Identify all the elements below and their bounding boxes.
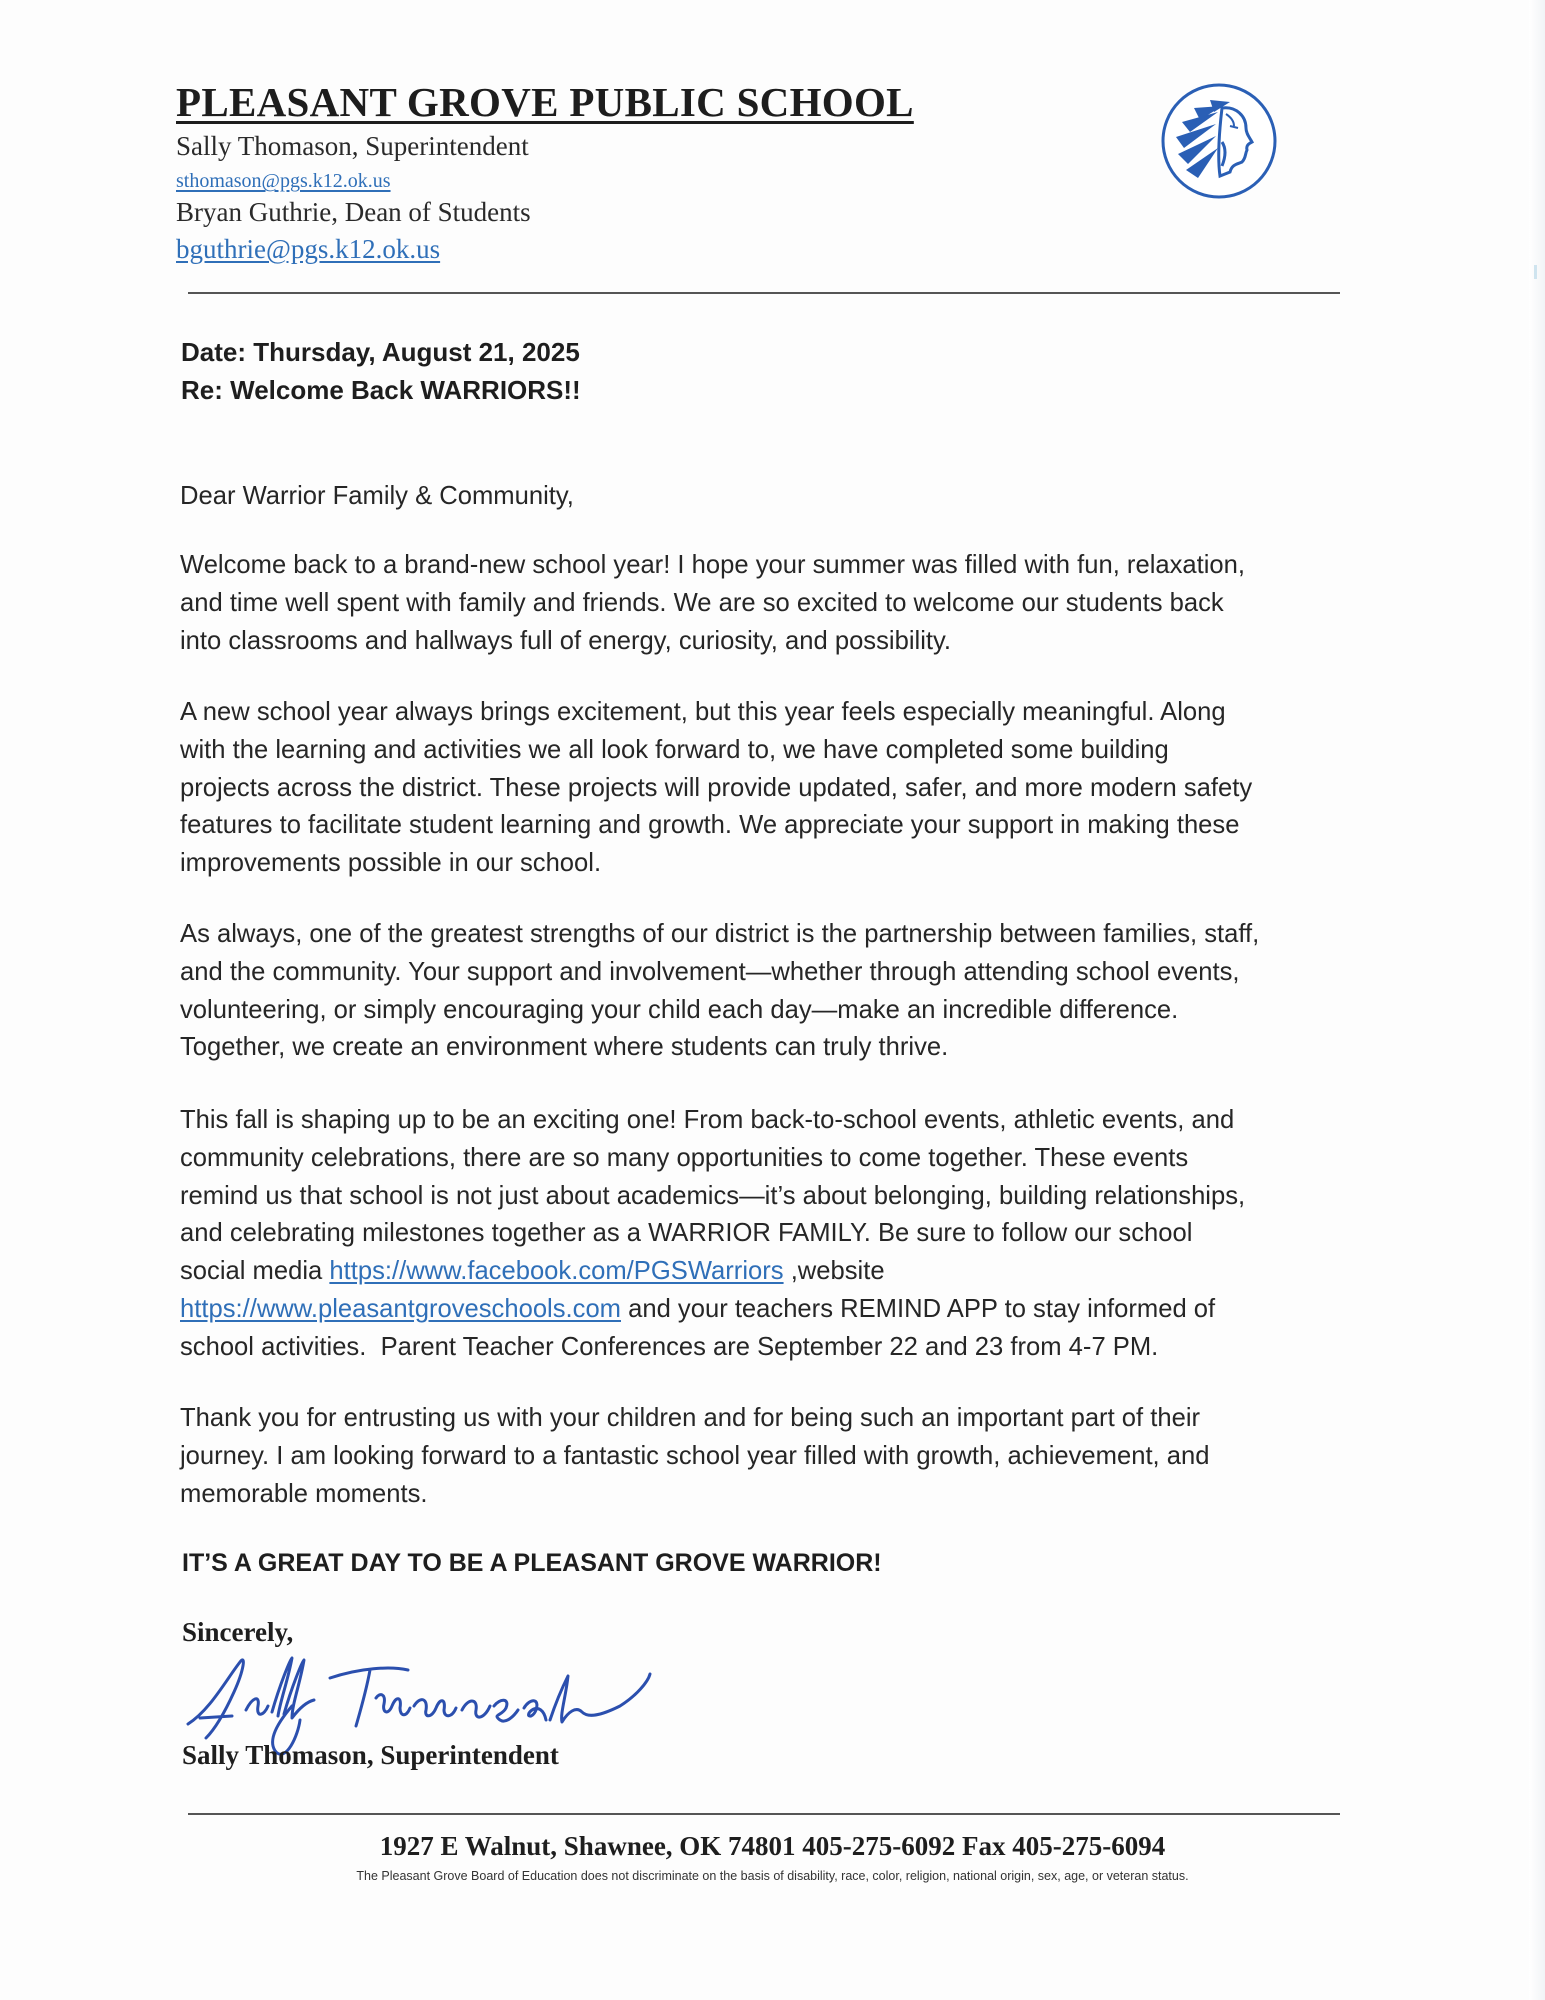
dean-email-link[interactable]: bguthrie@pgs.k12.ok.us [176,234,441,264]
paragraph-thank-you [180,1400,1345,1513]
school-slogan: IT’S A GREAT DAY TO BE A PLEASANT GROVE WARRIOR! [182,1549,882,1577]
paragraph-line: remind us that school is not just about academics—it’s about belonging, building relationships, [180,1181,1246,1210]
paragraph-line: school activities. Parent Teacher Conferences are September 22 and 23 from 4-7 PM. [180,1332,1159,1361]
scan-edge [1529,0,1545,2000]
signer-name: Sally Thomason, Superintendent [182,1740,559,1770]
line-text: and your teachers REMIND APP to stay informed of [621,1294,1216,1323]
paragraph-building-projects [180,694,1345,883]
paragraph-line: into classrooms and hallways full of energy, curiosity, and possibility. [180,626,951,655]
paragraph-line: Thank you for entrusting us with your children and for being such an important part of their [180,1404,1201,1432]
paragraph-line: Welcome back to a brand-new school year! I hope your summer was filled with fun, relaxation, [180,551,1246,579]
nondiscrimination-statement: The Pleasant Grove Board of Education does not discriminate on the basis of disability, race, color, religion, national origin, sex, age, or veteran status. [356,1869,1189,1883]
paragraph-line: and time well spent with family and friends. We are so excited to welcome our students back [180,588,1224,617]
school-name: PLEASANT GROVE PUBLIC SCHOOL [176,79,914,125]
paragraph-line: and celebrating milestones together as a WARRIOR FAMILY. Be sure to follow our school [180,1219,1193,1248]
paragraph-line: A new school year always brings excitement, but this year feels especially meaningful. Along [180,698,1226,726]
paragraph-line: community celebrations, there are so many opportunities to come together. These events [180,1143,1189,1172]
paragraph-line: This fall is shaping up to be an exciting one! From back-to-school events, athletic events, and [180,1106,1235,1134]
footer-address: 1927 E Walnut, Shawnee, OK 74801 405-275-6092 Fax 405-275-6094 [379,1831,1166,1861]
paragraph-line: features to facilitate student learning and growth. We appreciate your support in making these [180,811,1240,840]
dean-name: Bryan Guthrie, Dean of Students [176,197,531,227]
warrior-headdress-logo-icon [1160,82,1278,200]
paragraph-line: with the learning and activities we all look forward to, we have completed some building [180,735,1169,764]
paragraph-partnership [180,916,1345,1067]
paragraph-line: Together, we create an environment where students can truly thrive. [180,1033,949,1062]
facebook-link[interactable]: https://www.facebook.com/PGSWarriors [329,1257,784,1286]
line-text: ,website [783,1257,885,1286]
footer-divider [188,1813,1340,1815]
superintendent-email-link[interactable]: sthomason@pgs.k12.ok.us [176,170,391,192]
superintendent-name: Sally Thomason, Superintendent [176,131,529,161]
paragraph-line: memorable moments. [180,1479,428,1508]
letter-subject: Re: Welcome Back WARRIORS!! [181,375,581,405]
header-divider [188,292,1340,294]
paragraph-line [180,1291,1345,1329]
paragraph-line: As always, one of the greatest strengths of our district is the partnership between families, staff, [180,920,1260,948]
paragraph-line: improvements possible in our school. [180,849,602,878]
sign-off: Sincerely, [182,1617,294,1647]
paragraph-welcome [180,547,1345,660]
paragraph-line: journey. I am looking forward to a fantastic school year filled with growth, achievement, and [180,1441,1210,1470]
paragraph-fall-events [180,1102,1345,1367]
paragraph-line: projects across the district. These projects will provide updated, safer, and more modern safety [180,773,1253,802]
website-link[interactable]: https://www.pleasantgroveschools.com [180,1294,621,1323]
scan-edge-mark [1534,265,1537,279]
paragraph-line [180,1253,1345,1291]
line-text: social media [180,1257,330,1286]
paragraph-line: and the community. Your support and involvement—whether through attending school events, [180,957,1240,986]
salutation: Dear Warrior Family & Community, [180,482,574,510]
letter-date: Date: Thursday, August 21, 2025 [181,337,580,367]
paragraph-line: volunteering, or simply encouraging your child each day—make an incredible difference. [180,995,1179,1024]
